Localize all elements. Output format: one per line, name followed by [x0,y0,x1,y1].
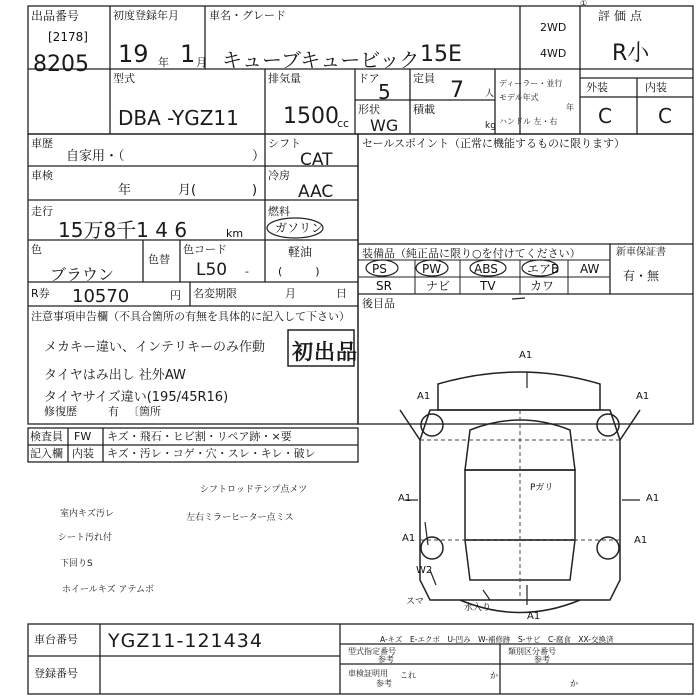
deadline-day: 日 [336,287,347,300]
inspection-close: ) [252,183,258,198]
fuel-alt: 軽油 [288,245,313,259]
equip-tv: TV [480,279,496,293]
capacity-unit: 人 [485,89,495,99]
repair-place: 〔箇所 [128,405,161,418]
displacement-unit: cc [337,117,350,130]
inspector-inner-items: キズ・汚レ・コゲ・穴・スレ・キレ・破レ [107,447,316,460]
drive-2wd: 2WD [540,21,567,34]
interior-value: C [658,104,672,128]
notes-stamp: 初出品 [292,340,358,364]
mark-a1-rr: A1 [634,535,648,546]
recycle-value: 10570 [72,286,130,307]
mark-a1-rear: A1 [527,611,541,622]
load-unit: kg [485,121,496,131]
inspector-note4: シート汚れ付 [58,533,113,543]
cert-sub: 参考 [376,679,392,688]
warranty-label: 新車保証書 [616,247,666,258]
equip-pw: PW [422,262,442,276]
month-value: 1 [180,40,196,68]
doors-label: ドア [358,72,380,85]
rating-value: R小 [612,41,650,66]
color-label: 色 [31,243,42,256]
equip-leather: カワ [530,279,555,293]
footer-kore: これ [400,671,416,680]
form-ref: 参考 [378,655,394,664]
handle-label: ハンドル 左・右 [499,117,558,126]
exterior-value: C [598,104,612,128]
chassis-label: 車台番号 [34,633,78,646]
fuel-value: ガソリン [275,221,324,235]
inspector-note5: 下回りS [60,559,93,569]
history-close: ） [252,149,266,164]
car-name-value: キューブキュービック [222,48,420,72]
displacement-value: 1500 [283,104,339,129]
model-value: DBA -YGZ11 [118,106,239,130]
color-value: ブラウン [50,265,115,284]
inspector-inner: 内装 [72,447,94,460]
warranty-value: 有・無 [623,269,660,283]
category-label: 類別区分番号 [508,647,556,656]
car-outline [400,372,640,613]
fuel-paren: ( ) [278,265,320,278]
recycle-unit: 円 [170,289,181,302]
equip-airbag: エアB [527,262,560,276]
inspector-fw: FW [74,430,92,443]
first-reg-label: 初度登録年月 [113,9,179,22]
mark-smart: スマ [406,597,424,607]
model-year-unit: 年 [566,103,574,112]
lot-sub: [2178] [48,30,88,44]
equip-abs: ABS [474,262,498,276]
fuel-label: 燃料 [268,205,290,218]
repair-value: 有 [108,405,119,418]
mark-a1-left: A1 [398,493,412,504]
inspector-note2: 左右ミラーヒーター点ミス [186,513,294,523]
interior-label: 内装 [645,81,667,94]
color-code-dash: - [245,265,249,278]
load-label: 積載 [413,103,435,116]
notes-line2: タイヤはみ出し 社外AW [44,368,186,383]
capacity-value: 7 [450,78,464,103]
capacity-label: 定員 [413,72,435,85]
chassis-value: YGZ11-121434 [108,630,263,652]
mark-a1-fl: A1 [417,391,431,402]
rear-seat-label: 後目品 [362,297,395,310]
inspector-note6: ホイールキズ アテムボ [62,585,155,595]
ac-label: 冷房 [268,169,290,182]
equipment-label: 装備品（純正品に限り○を付けてください） [362,247,581,260]
inspector-note1: シフトロッドテンプ点メツ [200,485,308,495]
shape-value: WG [370,116,399,135]
shape-label: 形状 [358,103,380,116]
mark-w2: W2 [416,565,433,576]
rating-circle: ① [580,0,588,8]
rating-label: 評価点 [598,9,647,23]
reg-label: 登録番号 [34,667,78,680]
equip-aw: AW [580,262,600,276]
mark-pgari: Pガリ [530,483,554,493]
drive-4wd: 4WD [540,47,567,60]
mark-water: 水入り [464,603,492,613]
inspector-label2: 記入欄 [30,447,63,460]
mark-a1-top: A1 [519,350,533,361]
dealer-label: ディーラー・並行 [499,79,563,88]
deadline-label: 名変期限 [193,287,237,300]
mark-a1-fr: A1 [636,391,650,402]
equip-ps: PS [372,262,387,276]
repair-label: 修復歴 [44,405,77,418]
grade-value: 15E [420,42,462,67]
year-unit: 年 [158,56,169,69]
month-unit: 月 [196,56,207,69]
sales-label: セールスポイント（正常に機能するものに限ります） [362,137,626,150]
color-change-label: 色替 [148,253,170,266]
recycle-label: R券 [31,287,50,300]
category-ref: 参考 [534,655,550,664]
inspector-label1: 検査員 [30,430,63,443]
inspection-year: 年 [118,183,132,198]
footer-ka2: か [570,679,578,688]
color-code-value: L50 [196,260,228,280]
color-code-label: 色コード [183,243,227,256]
mileage-unit: km [226,227,244,240]
cert-label: 車検証明用 [348,669,388,678]
inspection-label: 車検 [31,169,53,182]
history-value: 自家用・（ [66,149,125,164]
deadline-month: 月 [285,287,296,300]
mileage-value: 15万8千1 4 6 [58,218,188,242]
footer-ka: か [490,671,498,680]
mark-a1-rl: A1 [402,533,416,544]
model-year-label: モデル年式 [499,93,539,102]
shift-value: CAT [300,150,333,170]
year-value: 19 [118,40,149,68]
equip-sr: SR [376,279,392,293]
shift-label: シフト [268,137,301,150]
notes-line1: メカキー違い、インテリキーのみ作動 [44,340,266,355]
lot-number: 8205 [33,52,89,77]
mark-a1-right: A1 [646,493,660,504]
notes-header: 注意事項申告欄（不具合箇所の有無を具体的に記入して下さい） [31,310,350,323]
inspector-fw-items: キズ・飛石・ヒビ割・リペア跡・×要 [107,430,292,443]
equip-navi: ナビ [426,279,451,293]
ac-value: AAC [298,182,334,202]
history-label: 車歴 [31,137,53,150]
diagram-legend: A-キズ E-エクボ U-凹み W-補修跡 S-サビ C-腐食 XX-交換済 [380,635,614,644]
car-name-label: 車名・グレード [209,9,286,22]
inspection-month: 月( [178,183,197,198]
form-label: 型式指定番号 [348,647,396,656]
model-label: 型式 [113,72,135,85]
lot-label: 出品番号 [31,9,80,23]
exterior-label: 外装 [586,81,608,94]
displacement-label: 排気量 [268,72,301,85]
notes-line3: タイヤサイズ違い(195/45R16) [44,390,229,405]
inspector-note3: 室内キズ汚レ [60,509,114,519]
mileage-label: 走行 [31,205,53,218]
doors-value: 5 [378,80,391,104]
